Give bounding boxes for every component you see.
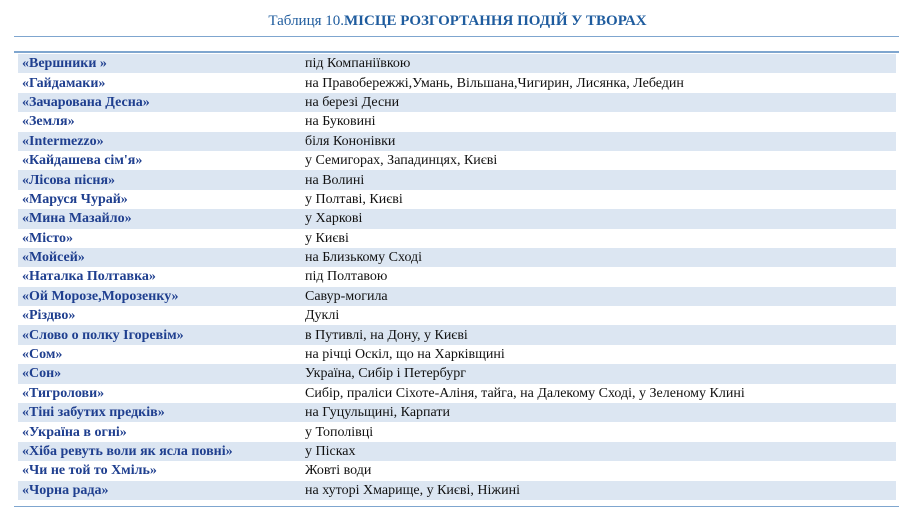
work-title-cell: «Кайдашева сім'я» bbox=[18, 151, 302, 170]
event-place-cell: біля Кононівки bbox=[302, 132, 896, 151]
table-row bbox=[18, 132, 896, 151]
work-title-cell: «Місто» bbox=[18, 229, 302, 248]
event-place-cell: на Гуцульщині, Карпати bbox=[302, 403, 896, 422]
work-title-cell: «Зачарована Десна» bbox=[18, 93, 302, 112]
work-title-cell: «Мина Мазайло» bbox=[18, 209, 302, 228]
table-caption-prefix: Таблиця 10. bbox=[268, 13, 345, 29]
table-caption bbox=[0, 11, 915, 31]
work-title-cell: «Маруся Чурай» bbox=[18, 190, 302, 209]
work-title-cell: «Сом» bbox=[18, 345, 302, 364]
work-title-cell: «Різдво» bbox=[18, 306, 302, 325]
event-place-cell: у Полтаві, Києві bbox=[302, 190, 896, 209]
work-title-cell: «Ой Морозе,Морозенку» bbox=[18, 287, 302, 306]
event-place-cell: на Правобережжі,Умань, Вільшана,Чигирин, Лисянка, Лебедин bbox=[302, 73, 896, 92]
event-place-cell: на Близькому Сході bbox=[302, 248, 896, 267]
event-place-cell: у Києві bbox=[302, 229, 896, 248]
table-row bbox=[18, 384, 896, 403]
table-row bbox=[18, 442, 896, 461]
table-row bbox=[18, 209, 896, 228]
table-caption-title: МІСЦЕ РОЗГОРТАННЯ ПОДІЙ У ТВОРАХ bbox=[344, 13, 647, 29]
work-title-cell: «Мойсей» bbox=[18, 248, 302, 267]
work-title-cell: «Хіба ревуть воли як ясла повні» bbox=[18, 442, 302, 461]
event-place-cell: у Тополівці bbox=[302, 422, 896, 441]
event-place-cell: у Семигорах, Западинцях, Києві bbox=[302, 151, 896, 170]
table-row bbox=[18, 325, 896, 344]
event-place-cell: у Пісках bbox=[302, 442, 896, 461]
event-place-cell: Україна, Сибір і Петербург bbox=[302, 364, 896, 383]
work-title-cell: «Чи не той то Хміль» bbox=[18, 461, 302, 480]
table-row bbox=[18, 112, 896, 131]
event-place-cell: на березі Десни bbox=[302, 93, 896, 112]
events-table bbox=[18, 54, 896, 500]
work-title-cell: «Гайдамаки» bbox=[18, 73, 302, 92]
table-row bbox=[18, 73, 896, 92]
table-row bbox=[18, 267, 896, 286]
table-row bbox=[18, 345, 896, 364]
work-title-cell: «Наталка Полтавка» bbox=[18, 267, 302, 286]
table-row bbox=[18, 248, 896, 267]
work-title-cell: «Земля» bbox=[18, 112, 302, 131]
bottom-rule bbox=[14, 506, 899, 507]
table-row bbox=[18, 170, 896, 189]
table-row bbox=[18, 229, 896, 248]
table-row bbox=[18, 287, 896, 306]
event-place-cell: Дуклі bbox=[302, 306, 896, 325]
event-place-cell: у Харкові bbox=[302, 209, 896, 228]
event-place-cell: на річці Оскіл, що на Харківщині bbox=[302, 345, 896, 364]
event-place-cell: під Компаніївкою bbox=[302, 54, 896, 73]
work-title-cell: «Слово о полку Ігоревім» bbox=[18, 325, 302, 344]
table-row bbox=[18, 403, 896, 422]
event-place-cell: на Волині bbox=[302, 170, 896, 189]
top-rule bbox=[14, 36, 899, 37]
table-row bbox=[18, 461, 896, 480]
event-place-cell: на хуторі Хмарище, у Києві, Ніжині bbox=[302, 481, 896, 500]
work-title-cell: «Тигролови» bbox=[18, 384, 302, 403]
work-title-cell: «Сон» bbox=[18, 364, 302, 383]
table-row bbox=[18, 422, 896, 441]
event-place-cell: Сибір, праліси Сіхоте-Аліня, тайга, на Далекому Сході, у Зеленому Клині bbox=[302, 384, 896, 403]
work-title-cell: «Лісова пісня» bbox=[18, 170, 302, 189]
event-place-cell: на Буковині bbox=[302, 112, 896, 131]
event-place-cell: Жовті води bbox=[302, 461, 896, 480]
work-title-cell: «Intermezzo» bbox=[18, 132, 302, 151]
work-title-cell: «Чорна рада» bbox=[18, 481, 302, 500]
work-title-cell: «Вершники » bbox=[18, 54, 302, 73]
table-row bbox=[18, 190, 896, 209]
event-place-cell: в Путивлі, на Дону, у Києві bbox=[302, 325, 896, 344]
events-table-body bbox=[18, 54, 896, 500]
work-title-cell: «Тіні забутих предків» bbox=[18, 403, 302, 422]
table-row bbox=[18, 93, 896, 112]
table-row bbox=[18, 151, 896, 170]
table-row bbox=[18, 306, 896, 325]
table-row bbox=[18, 364, 896, 383]
table-row bbox=[18, 481, 896, 500]
table-row bbox=[18, 54, 896, 73]
header-rule bbox=[14, 51, 899, 53]
event-place-cell: під Полтавою bbox=[302, 267, 896, 286]
work-title-cell: «Україна в огні» bbox=[18, 422, 302, 441]
event-place-cell: Савур-могила bbox=[302, 287, 896, 306]
